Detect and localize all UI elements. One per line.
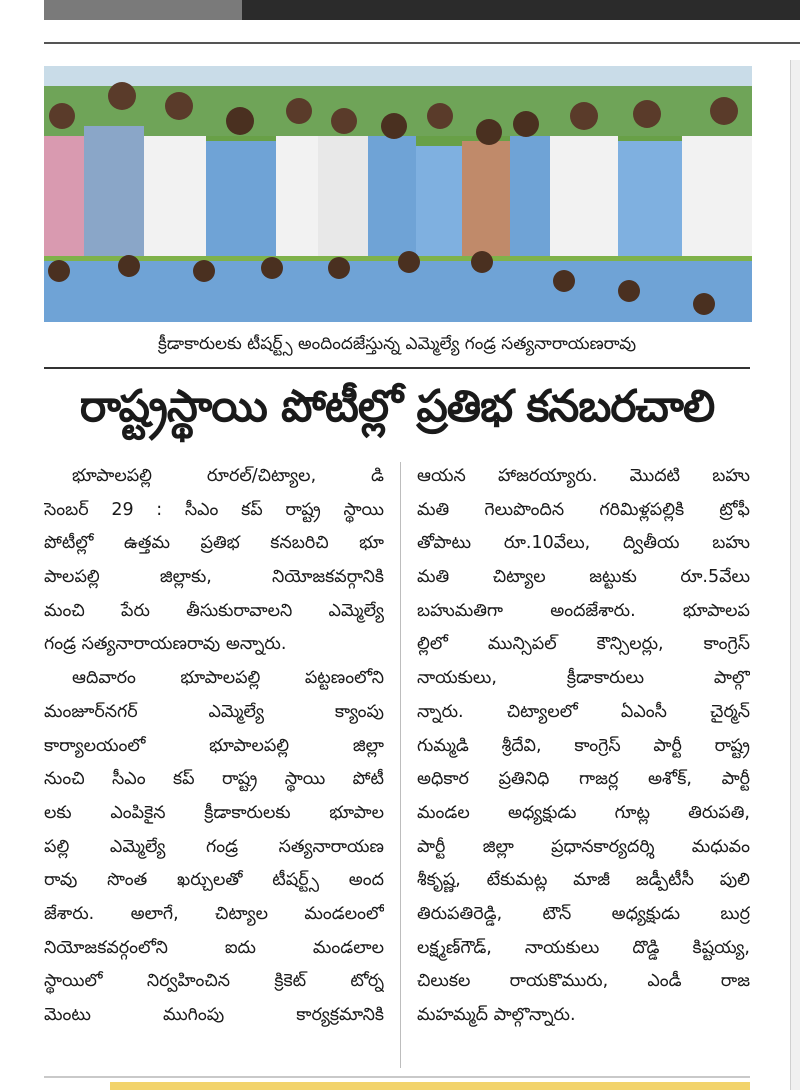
text-line: సెంబర్ 29 : సీఎం కప్ రాష్ట్ర స్థాయి: [44, 499, 384, 520]
text-line: శీకృష్ణ, టేకుమట్ల మాజీ జడ్పీటీసీ పులి: [417, 870, 750, 891]
page-edge-scrollbar[interactable]: [790, 60, 800, 1090]
text-line: చిలుకల రాయకొమురు, ఎండీ రాజ: [417, 971, 750, 992]
article-headline: రాష్ట్రస్థాయి పోటీల్లో ప్రతిభ కనబరచాలి: [79, 381, 715, 432]
text-line: మెంటు ముగింపు కార్యక్రమానికి: [44, 1005, 384, 1025]
text-line: అధికార ప్రతినిధి గాజర్ల అశోక్, పార్టీ: [417, 769, 750, 790]
text-line: పాలపల్లి జిల్లాకు, నియోజకవర్గానికి: [44, 567, 384, 588]
text-line: మంచి పేరు తీసుకురావాలని ఎమ్మెల్యే: [44, 600, 384, 621]
photo-caption: క్రీడాకారులకు టీషర్ట్స్ అందిందజేస్తున్న ఎమ్మెల్యే గండ్ర సత్యనారాయణరావు: [44, 325, 750, 369]
text-line: రావు సొంత ఖర్చులతో టీషర్ట్స్ అంద: [44, 870, 384, 891]
text-line: పల్లి ఎమ్మెల్యే గండ్ర సత్యనారాయణ: [44, 836, 384, 857]
text-line: జేశారు. అలాగే, చిట్యాల మండలంలో: [44, 903, 384, 924]
top-bar-right: [242, 0, 800, 20]
text-line: ల్లిలో మున్సిపల్ కౌన్సిలర్లు, కాంగ్రెస్: [417, 634, 750, 655]
top-rule: [44, 42, 800, 44]
next-article-strip: [110, 1082, 750, 1090]
text-line: తిరుపతిరెడ్డి, టౌన్ అధ్యక్షుడు బుర్ర: [417, 903, 750, 924]
column-divider: [400, 462, 401, 1068]
news-photo: [44, 66, 752, 322]
text-line: పార్టీ జిల్లా ప్రధానకార్యదర్శి మధువం: [417, 836, 750, 857]
text-line: బహుమతిగా అందజేశారు. భూపాలప: [417, 600, 750, 621]
text-line: ఆయన హాజరయ్యారు. మొదటి బహు: [417, 466, 750, 486]
text-line: పోటీల్లో ఉత్తమ ప్రతిభ కనబరిచి భూ: [44, 533, 384, 554]
text-line: గండ్ర సత్యనారాయణరావు అన్నారు.: [44, 634, 287, 655]
text-line: నియోజకవర్గంలోని ఐదు మండలాల: [44, 937, 384, 958]
top-bar-left: [44, 0, 242, 20]
text-line: తోపాటు రూ.10వేలు, ద్వితీయ బహు: [417, 533, 750, 554]
text-line: లకు ఎంపికైన క్రీడాకారులకు భూపాల: [44, 802, 384, 823]
text-line: లక్ష్మణ్‌గౌడ్, నాయకులు దొడ్డి కిష్టయ్య,: [417, 937, 750, 958]
text-line: మండల అధ్యక్షుడు గూట్ల తిరుపతి,: [417, 802, 750, 823]
text-line: మతి గెలుపొందిన గరిమిళ్లపల్లికి ట్రోఫీ: [417, 499, 750, 520]
text-line: నుంచి సీఎం కప్ రాష్ట్ర స్థాయి పోటీ: [44, 769, 384, 790]
text-line: కార్యాలయంలో భూపాలపల్లి జిల్లా: [44, 735, 384, 756]
text-line: స్థాయిలో నిర్వహించిన క్రికెట్ టోర్న: [44, 971, 384, 992]
seated-players: [44, 251, 752, 322]
text-line: గుమ్మడి శ్రీదేవి, కాంగ్రెస్ పార్టీ రాష్ట్ర: [417, 735, 750, 756]
article-column-left: [44, 460, 384, 1033]
group-photo-icon: [44, 66, 752, 322]
text-line: భూపాలపల్లి రూరల్/చిట్యాల, డి: [72, 466, 384, 486]
text-line: నాయకులు, క్రీడాకారులు పాల్గొ: [417, 668, 750, 689]
article-column-right: [417, 460, 750, 1033]
text-line: ఆదివారం భూపాలపల్లి పట్టణంలోని: [72, 668, 384, 689]
text-line: మంజూర్‌నగర్ ఎమ్మెల్యే క్యాంపు: [44, 701, 384, 722]
text-line: మహమ్మద్ పాల్గొన్నారు.: [417, 1005, 576, 1025]
text-line: న్నారు. చిట్యాలలో ఏఎంసీ చైర్మన్: [417, 701, 750, 722]
text-line: మతి చిట్యాల జట్టుకు రూ.5వేలు: [417, 567, 750, 588]
bottom-rule: [44, 1076, 750, 1078]
